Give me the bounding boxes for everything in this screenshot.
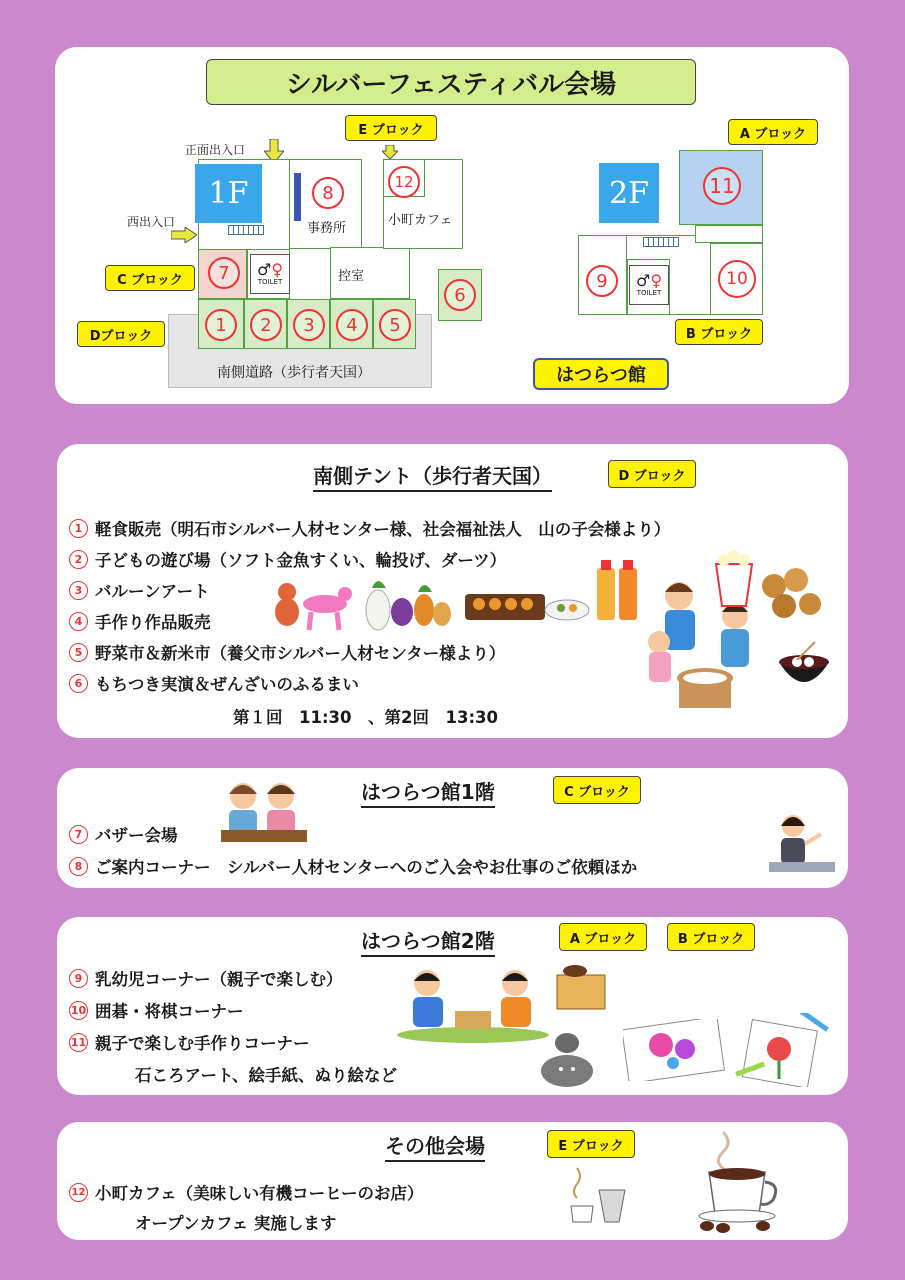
coloring-page-illustration-icon	[733, 1013, 833, 1087]
other-item-12-num: 12	[69, 1183, 88, 1202]
floor1-item-7-text: バザー会場	[95, 826, 178, 845]
floor1-item-8-num: 8	[69, 857, 88, 876]
other-item-12-sub: オープンカフェ 実施します	[135, 1214, 337, 1233]
floor1-title: はつらつ館1階	[361, 776, 495, 808]
go-board-illustration-icon	[553, 961, 609, 1017]
block-c-badge: C ブロック	[105, 265, 195, 291]
zenzai-bowl-illustration-icon	[775, 640, 833, 702]
stone-art-illustration-icon	[537, 1025, 599, 1089]
floor2-item-11-sub: 石ころアート、絵手紙、ぬり絵など	[135, 1066, 398, 1085]
front-entrance-label: 正面出入口	[185, 143, 246, 157]
floor2-title: はつらつ館2階	[361, 925, 495, 957]
vegetables-illustration-icon	[362, 574, 452, 634]
floor2-item-9-text: 乳幼児コーナー（親子で楽しむ）	[95, 970, 343, 989]
other-venue-panel	[57, 1122, 848, 1240]
block-b-badge: B ブロック	[675, 319, 763, 345]
south-tent-panel	[57, 444, 848, 738]
south-item-6-num: 6	[69, 674, 88, 693]
cafe-arrow-icon	[382, 145, 398, 159]
floor2-item-11	[69, 1030, 310, 1054]
balloon-art-illustration-icon	[265, 576, 357, 634]
building-name-badge: はつらつ館	[533, 358, 669, 390]
south-item-3-text: バルーンアート	[95, 582, 210, 601]
office-label: 事務所	[307, 221, 347, 236]
south-item-1-text: 軽食販売（明石市シルバー人材センター様、社会福祉法人 山の子会様より）	[95, 520, 671, 539]
south-item-2	[69, 547, 506, 571]
other-item-12-text: 小町カフェ（美味しい有機コーヒーのお店）	[95, 1184, 424, 1203]
block-a-badge: A ブロック	[728, 119, 818, 145]
floor2-block-a-badge: A ブロック	[559, 923, 647, 951]
map-num-4: 4	[336, 309, 368, 341]
south-item-2-num: 2	[69, 550, 88, 569]
other-title: その他会場	[385, 1130, 485, 1162]
floor-2-label: 2F	[599, 163, 659, 223]
floor2-item-11-text: 親子で楽しむ手作りコーナー	[95, 1034, 310, 1053]
map-num-9: 9	[586, 265, 618, 297]
south-item-6	[69, 671, 359, 695]
floor1-item-8	[69, 854, 637, 878]
map-num-5: 5	[379, 309, 411, 341]
floor2-item-10-text: 囲碁・将棋コーナー	[95, 1002, 244, 1021]
floor2-panel	[57, 917, 848, 1095]
floor2-item-10	[69, 998, 244, 1022]
toilet-icon-2f: ♂♀ TOILET	[629, 265, 669, 305]
south-item-3-num: 3	[69, 581, 88, 600]
south-item-4-text: 手作り作品販売	[95, 613, 211, 632]
south-item-4	[69, 609, 211, 633]
map-num-2: 2	[250, 309, 282, 341]
floor2-item-10-num: 10	[69, 1001, 88, 1020]
popcorn-cookies-illustration-icon	[712, 550, 832, 630]
map-num-3: 3	[293, 309, 325, 341]
coffee-cup-illustration-icon	[693, 1128, 789, 1234]
toilet-text: TOILET	[257, 278, 283, 286]
mochi-schedule: 第１回 11:30 、第2回 13:30	[233, 708, 499, 727]
map-num-12: 12	[388, 166, 420, 198]
floor1-item-7	[69, 822, 178, 846]
room-11-corridor	[695, 225, 763, 243]
floor2-item-9	[69, 966, 343, 990]
stairs-1f	[228, 225, 264, 235]
south-item-2-text: 子どもの遊び場（ソフト金魚すくい、輪投げ、ダーツ）	[95, 551, 507, 570]
other-item-12	[69, 1180, 424, 1204]
map-num-7: 7	[208, 257, 240, 289]
toilet-icon-1f: ♂♀ TOILET	[250, 254, 290, 294]
floor1-item-8-text: ご案内コーナー シルバー人材センターへのご入会やお仕事のご依頼ほか	[95, 858, 638, 877]
cafe-label: 小町カフェ	[388, 213, 453, 228]
venue-map-panel	[55, 47, 849, 404]
south-item-4-num: 4	[69, 612, 88, 631]
block-d-badge: Dブロック	[77, 321, 165, 347]
waiting-room-label: 控室	[338, 269, 365, 284]
south-item-1	[69, 516, 670, 540]
board-game-kids-illustration-icon	[393, 965, 553, 1043]
block-e-badge: E ブロック	[345, 115, 437, 141]
flower-postcard-illustration-icon	[623, 1019, 725, 1081]
south-item-3	[69, 578, 210, 602]
west-entrance-label: 西出入口	[127, 215, 176, 229]
map-title: シルバーフェスティバル会場	[206, 59, 696, 105]
coffee-kettle-illustration-icon	[563, 1166, 635, 1226]
map-num-10: 10	[718, 260, 756, 298]
south-item-1-num: 1	[69, 519, 88, 538]
floor2-block-b-badge: B ブロック	[667, 923, 755, 951]
floor1-block-badge: C ブロック	[553, 776, 641, 804]
juice-bottles-illustration-icon	[593, 556, 641, 622]
south-tent-block-badge: D ブロック	[608, 460, 696, 488]
floor2-item-9-num: 9	[69, 969, 88, 988]
map-num-8: 8	[312, 177, 344, 209]
south-road-label: 南側道路（歩行者天国）	[217, 365, 371, 381]
south-item-5	[69, 640, 505, 664]
west-entrance-arrow-icon	[171, 227, 197, 243]
reception-staff-illustration-icon	[767, 810, 837, 874]
floor-1-label: 1F	[195, 164, 262, 223]
map-num-6: 6	[444, 279, 476, 311]
floor1-item-7-num: 7	[69, 825, 88, 844]
floor2-item-11-num: 11	[69, 1033, 88, 1052]
map-num-11: 11	[703, 167, 741, 205]
office-marker	[294, 173, 301, 221]
takoyaki-illustration-icon	[463, 582, 593, 626]
floor1-panel	[57, 768, 848, 888]
stairs-2f	[643, 237, 679, 247]
map-num-1: 1	[205, 309, 237, 341]
south-tent-title: 南側テント（歩行者天国）	[313, 460, 552, 492]
other-block-badge: E ブロック	[547, 1130, 635, 1158]
south-item-5-num: 5	[69, 643, 88, 662]
bazaar-staff-illustration-icon	[217, 776, 311, 844]
toilet-text-2f: TOILET	[636, 289, 662, 297]
south-item-6-text: もちつき実演＆ぜんざいのふるまい	[95, 675, 359, 694]
south-item-5-text: 野菜市＆新米市（養父市シルバー人材センター様より）	[95, 644, 506, 663]
